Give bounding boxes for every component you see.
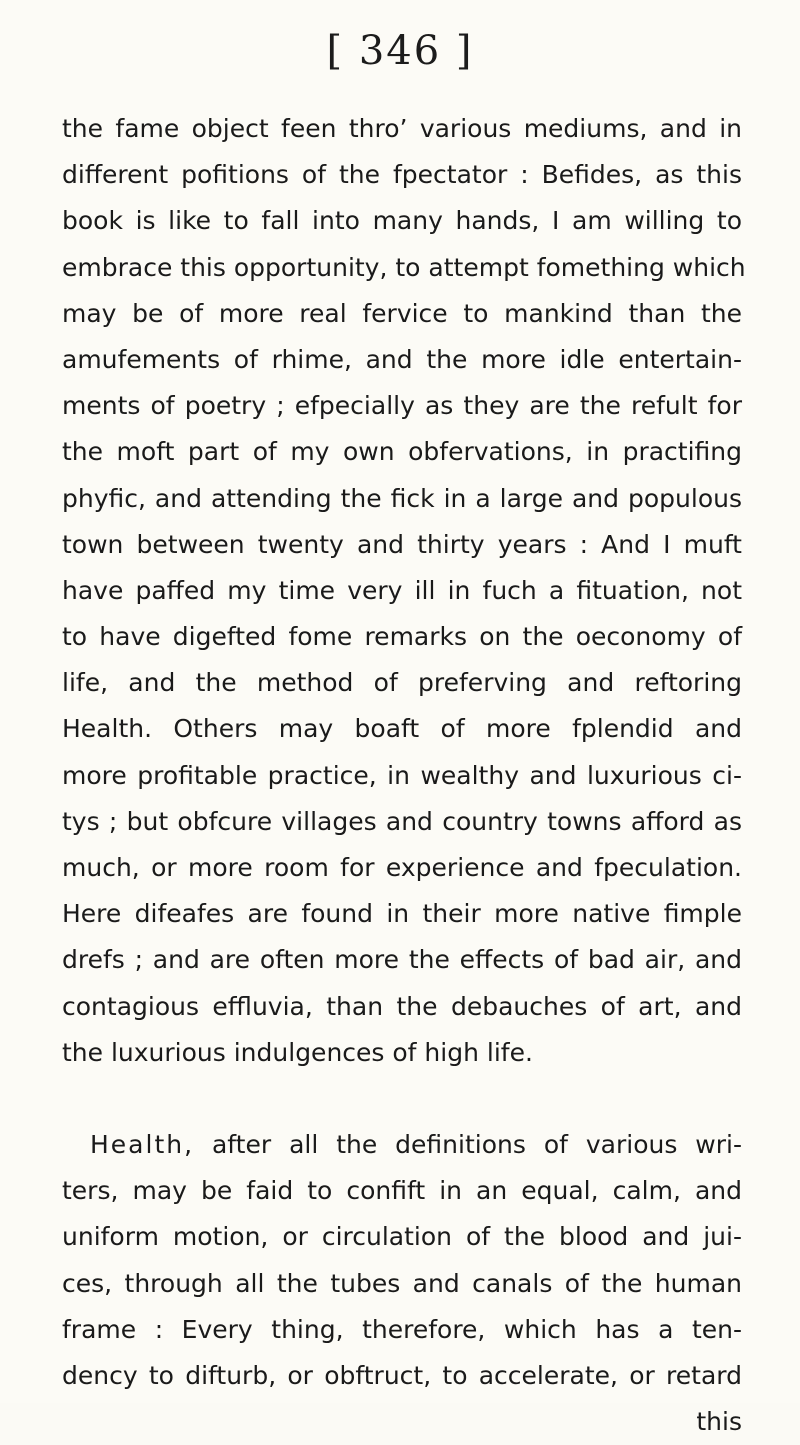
page-number: [ 346 ] [326, 28, 474, 74]
text-line: drefs ; and are often more the effects of bad air, and [62, 945, 742, 975]
text-line: tys ; but obfcure villages and country towns afford as [62, 806, 742, 836]
text-line: amufements of rhime, and the more idle entertain- [62, 344, 742, 374]
text-line: frame : Every thing, therefore, which has a ten- [62, 1314, 742, 1344]
text-line-first [62, 1122, 742, 1168]
text-line: more profitable practice, in wealthy and luxurious ci- [62, 760, 742, 790]
paragraph-2 [62, 1122, 742, 1445]
small-caps-word: Health, [90, 1129, 195, 1159]
text-line: life, and the method of preferving and reftoring [62, 668, 742, 698]
text-line: the moft part of my own obfervations, in practifing [62, 437, 742, 467]
text-line: town between twenty and thirty years : And I muft [62, 529, 742, 559]
body-text [62, 106, 746, 1445]
first-line-rest: after all the definitions of various wri- [194, 1129, 742, 1159]
paragraph-1 [62, 106, 746, 1076]
text-line: ters, may be faid to confift in an equal, calm, and [62, 1176, 742, 1206]
text-line: ces, through all the tubes and canals of the human [62, 1268, 742, 1298]
text-line: much, or more room for experience and fpeculation. [62, 853, 742, 882]
text-line: contagious effluvia, than the debauches of art, and [62, 991, 742, 1021]
text-line: dency to difturb, or obftruct, to accelerate, or retard [62, 1360, 742, 1390]
text-line: have paffed my time very ill in fuch a fituation, not [62, 575, 742, 605]
paragraph-gap [62, 1076, 742, 1122]
text-line: the luxurious indulgences of high life. [62, 1037, 533, 1067]
text-line: phyfic, and attending the fick in a large and populous [62, 483, 742, 513]
text-line: uniform motion, or circulation of the blood and jui- [62, 1222, 742, 1252]
text-line: Health. Others may boaft of more fplendid and [62, 714, 742, 744]
text-line: the fame object feen thro’ various mediums, and in [62, 114, 742, 143]
text-line: Here difeafes are found in their more native fimple [62, 899, 742, 929]
text-line: may be of more real fervice to mankind than the [62, 298, 742, 328]
text-line: embrace this opportunity, to attempt fomething which [62, 252, 746, 282]
catchword: this [696, 1407, 742, 1437]
text-line: ments of poetry ; efpecially as they are the refult for [62, 391, 742, 421]
text-line: book is like to fall into many hands, I am willing to [62, 206, 742, 236]
text-line: different pofitions of the fpectator : Befides, as this [62, 160, 742, 190]
text-line: to have digefted fome remarks on the oeconomy of [62, 622, 742, 652]
